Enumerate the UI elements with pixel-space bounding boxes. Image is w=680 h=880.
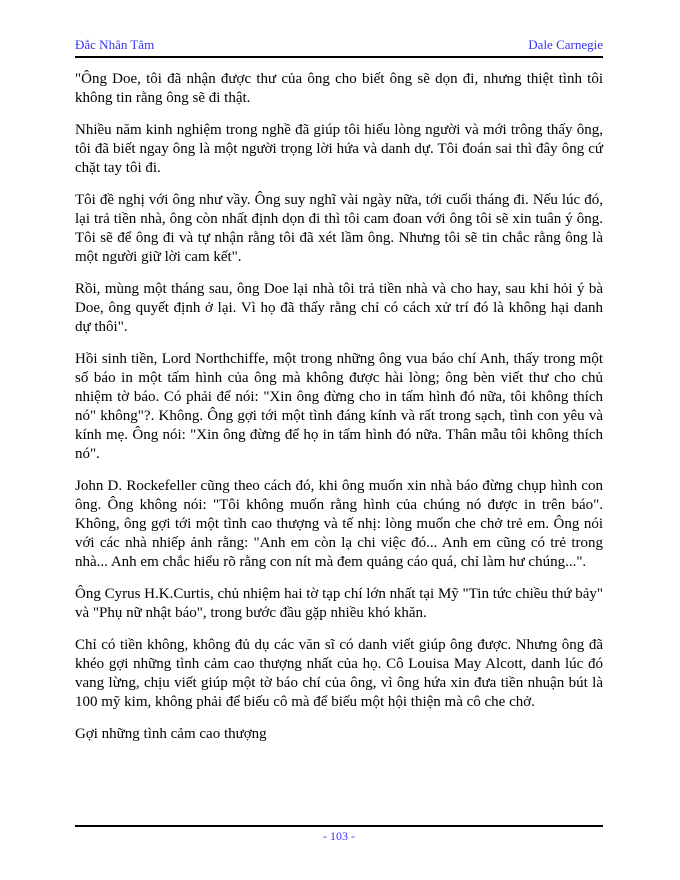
header-author: Dale Carnegie <box>528 37 603 52</box>
body-paragraph: Hồi sinh tiền, Lord Northchiffe, một trong những ông vua báo chí Anh, thấy trong một số báo in một tấm hình của ông mà không được hài lòng; ông bèn viết thư cho chủ nhiệm tờ báo. Có phải để nói: "Xin ông đừng cho in tấm hình đó nữa, tôi không thích nó" không"?. Không. Ông gợi tới một tình đáng kính và rất trong sạch, tình con yêu và kính mẹ. Ông nói: "Xin ông đừng để họ in tấm hình đó nữa. Thân mẫu tôi không thích nó". <box>75 351 603 462</box>
body-paragraph: Tôi đề nghị với ông như vầy. Ông suy nghĩ vài ngày nữa, tới cuối tháng đi. Nếu lúc đó, lại trả tiền nhà, ông còn nhất định dọn đi thì tôi cam đoan với ông tôi sẽ xin tuân ý ông. Tôi sẽ để ông đi và tự nhận rằng tôi đã xét lầm ông. Nhưng tôi sẽ tin chắc rằng ông là một người giữ lời cam kết". <box>75 192 603 265</box>
body-paragraph: Rồi, mùng một tháng sau, ông Doe lại nhà tôi trả tiền nhà và cho hay, sau khi hỏi ý bà Doe, ông quyết định ở lại. Vì họ đã thấy rằng chỉ có cách xử trí đó là không hại danh dự thôi". <box>75 281 603 335</box>
page-body <box>75 70 603 757</box>
page-number: - 103 - <box>323 829 355 843</box>
body-paragraph section-heading: Gợi những tình cảm cao thượng <box>75 726 267 742</box>
page-header <box>75 37 603 58</box>
body-paragraph: John D. Rockefeller cũng theo cách đó, khi ông muốn xin nhà báo đừng chụp hình con ông. Ông không nói: "Tôi không muốn rằng hình của chúng nó được in trên báo". Không, ông gợi tới một tình cao thượng và tế nhị: lòng muốn che chở trẻ em. Ông nói với các nhà nhiếp ảnh rằng: "Anh em còn lạ chi việc đó... Anh em cũng có trẻ trong nhà... Anh em chắc hiểu rõ rằng con nít mà đem quảng cáo quá, chỉ làm hư chúng...". <box>75 478 603 570</box>
body-paragraph: Nhiều năm kinh nghiệm trong nghề đã giúp tôi hiểu lòng người và mới trông thấy ông, tôi đã biết ngay ông là một người trọng lời hứa và danh dự. Tôi đoán sai thì đây ông cứ chặt tay tôi đi. <box>75 122 603 176</box>
page-footer <box>75 825 603 843</box>
header-book-title: Đắc Nhân Tâm <box>75 37 155 52</box>
body-paragraph: Chỉ có tiền không, không đủ dụ các văn sĩ có danh viết giúp ông được. Nhưng ông đã khéo gợi những tình cảm cao thượng nhất của họ. Cô Louisa May Alcott, danh lúc đó vang lừng, chịu viết giúp một tờ báo chí của ông, vì ông hứa xin đưa tiền nhuận bút là 100 mỹ kim, không phải để biếu cô mà để biếu một hội thiện mà cô che chở. <box>75 637 603 710</box>
body-paragraph: Ông Cyrus H.K.Curtis, chủ nhiệm hai tờ tạp chí lớn nhất tại Mỹ "Tin tức chiều thứ bảy" và "Phụ nữ nhật báo", trong bước đầu gặp nhiều khó khăn. <box>75 586 603 621</box>
body-paragraph: "Ông Doe, tôi đã nhận được thư của ông cho biết ông sẽ dọn đi, nhưng thiệt tình tôi không tin rằng ông sẽ đi thật. <box>75 71 603 106</box>
